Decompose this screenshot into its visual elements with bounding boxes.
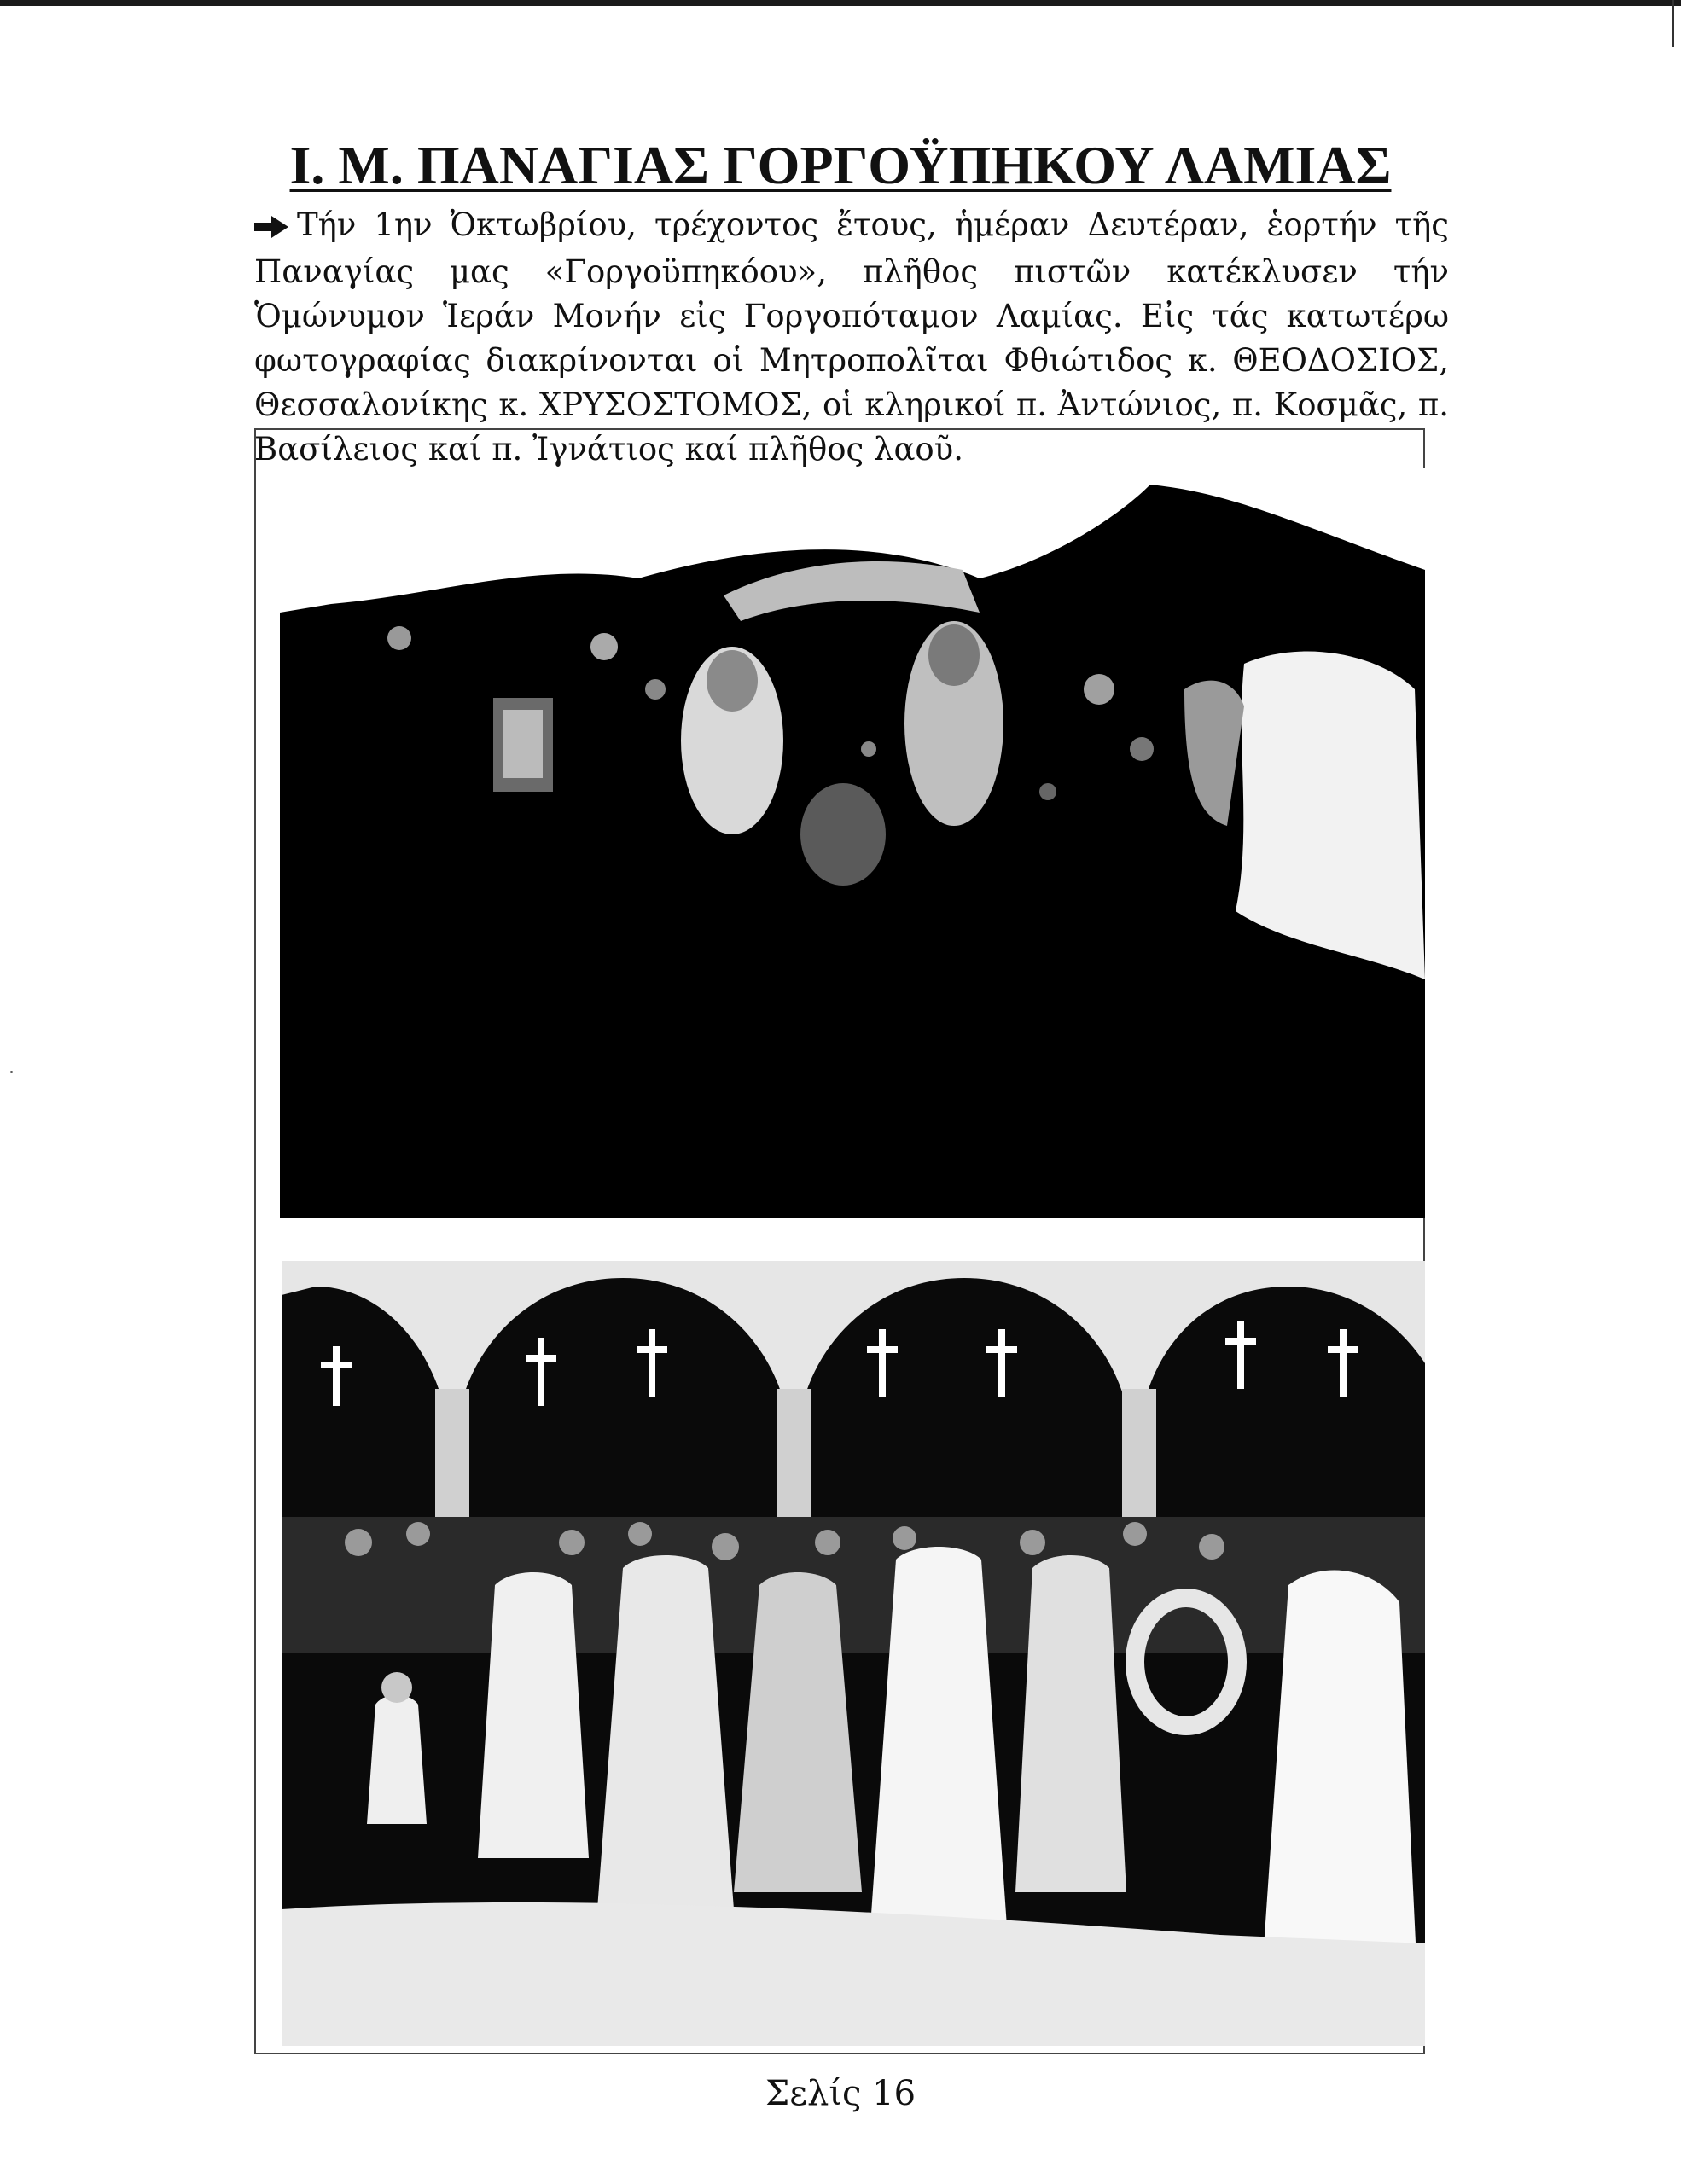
right-scan-mark [1672,0,1674,47]
top-scan-border [0,0,1681,6]
arrow-right-icon [254,206,288,250]
article-text: Τήν 1ην Ὀκτωβρίου, τρέχοντος ἔτους, ἡμέραν Δευτέραν, ἑορτήν τῆς Παναγίας μας «Γοργοϋπηκόου», πλῆθος πιστῶν κατέκλυσεν τήν Ὁμώνυμον Ἱεράν Μονήν εἰς Γοργοπόταμον Λαμίας. Εἰς τάς κατωτέρω φωτογραφίας διακρίνονται οἱ Μητροπολῖται Φθιώτιδος κ. ΘΕΟΔΟΣΙΟΣ, Θεσσαλονίκης κ. ΧΡΥΣΟΣΤΟΜΟΣ, οἱ κληρικοί π. Ἀντώνιος, π. Κοσμᾶς, π. Βασίλειος καί π. Ἰγνάτιος καί πλῆθος λαοῦ. [254,206,1449,468]
page-number: Σελίς 16 [765,2074,916,2113]
clergy-group-arcade-photo [282,1261,1425,2046]
page-title: Ι. Μ. ΠΑΝΑΓΙΑΣ ΓΟΡΓΟΫΠΗΚΟΥ ΛΑΜΙΑΣ [289,135,1392,195]
clergy-procession-photo [280,468,1425,1218]
scan-speck [10,1071,13,1073]
